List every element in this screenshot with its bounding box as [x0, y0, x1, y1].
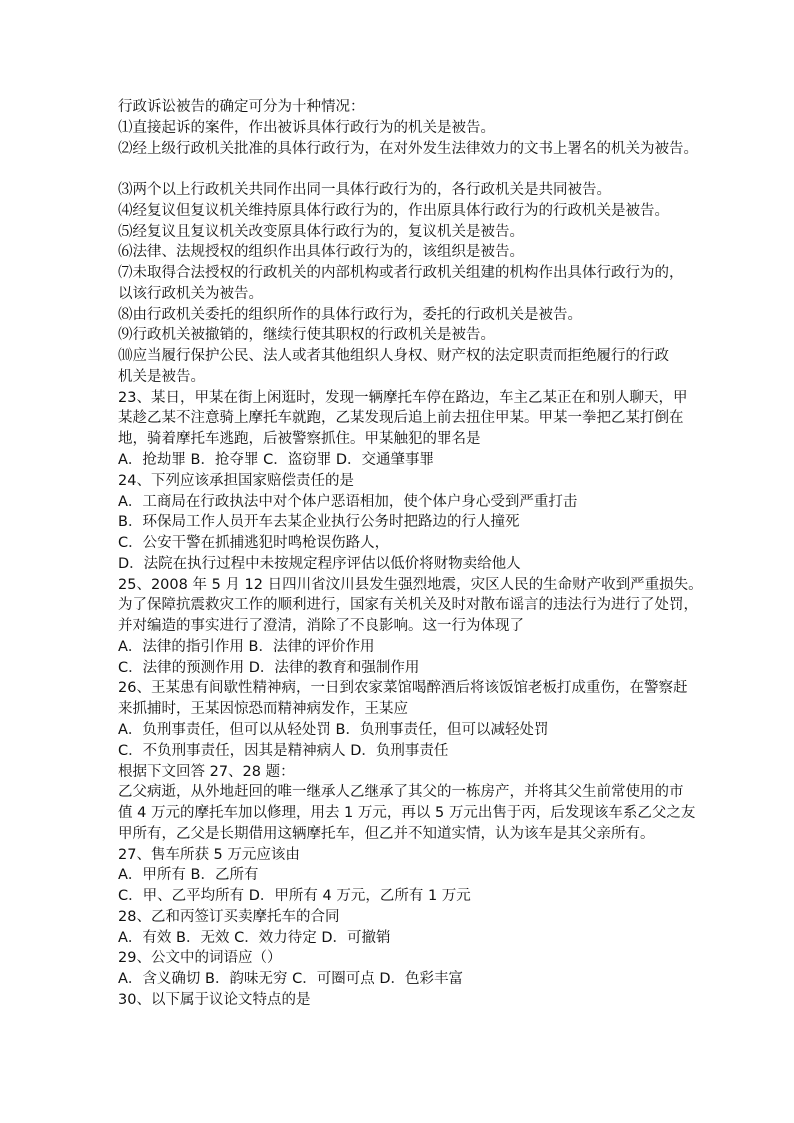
text-line: C．公安干警在抓捕逃犯时鸣枪误伤路人， — [118, 535, 390, 552]
text-line: ⑹法律、法规授权的组织作出具体行政行为的，该组织是被告。 — [118, 244, 524, 261]
text-line: 25、2008 年 5 月 12 日四川省汶川县发生强烈地震，灾区人民的生命财产收到严重损失。 — [118, 576, 703, 593]
text-line: 28、乙和丙签订买卖摩托车的合同 — [118, 908, 340, 925]
blank-line — [118, 159, 718, 180]
text-line: C．不负刑事责任，因其是精神病人 D．负刑事责任 — [118, 742, 449, 759]
text-line: D．法院在执行过程中未按规定程序评估以低价将财物卖给他人 — [118, 555, 521, 572]
text-line: 机关是被告。 — [118, 368, 205, 385]
text-line: 行政诉讼被告的确定可分为十种情况： — [118, 99, 365, 115]
text-line: 某趁乙某不注意骑上摩托车就跑，乙某发现后追上前去扭住甲某。甲某一拳把乙某打倒在 — [118, 410, 684, 427]
text-line: ⑺未取得合法授权的行政机关的内部机构或者行政机关组建的机构作出具体行政行为的， — [118, 265, 684, 282]
text-line: 值 4 万元的摩托车加以修理，用去 1 万元，再以 5 万元出售于丙，后发现该车系乙父之友 — [118, 805, 696, 822]
text-line: A．甲所有 B．乙所有 — [118, 867, 259, 884]
text-line: 来抓捕时，王某因惊恐而精神病发作，王某应 — [118, 701, 408, 718]
text-line: ⑴直接起诉的案件，作出被诉具体行政行为的机关是被告。 — [118, 119, 495, 136]
text-line: ⑶两个以上行政机关共同作出同一具体行政行为的，各行政机关是共同被告。 — [118, 182, 611, 199]
document-body — [118, 97, 718, 1011]
text-line: C．法律的预测作用 D．法律的教育和强制作用 — [118, 659, 420, 676]
text-line: 根据下文回答 27、28 题： — [118, 763, 295, 780]
text-line: B．环保局工作人员开车去某企业执行公务时把路边的行人撞死 — [118, 514, 520, 531]
text-line: ⑵经上级行政机关批准的具体行政行为，在对外发生法律效力的文书上署名的机关为被告。 — [118, 140, 698, 157]
text-line: 乙父病逝，从外地赶回的唯一继承人乙继承了其父的一栋房产，并将其父生前常使用的市 — [118, 784, 684, 801]
text-line: 23、某日，甲某在街上闲逛时，发现一辆摩托车停在路边，车主乙某正在和别人聊天，甲 — [118, 389, 688, 406]
text-line: C．甲、乙平均所有 D．甲所有 4 万元，乙所有 1 万元 — [118, 888, 471, 905]
text-line: 为了保障抗震救灾工作的顺利进行，国家有关机关及时对散布谣言的违法行为进行了处罚， — [118, 597, 698, 614]
text-line: 30、以下属于议论文特点的是 — [118, 991, 311, 1008]
text-line: ⑻由行政机关委托的组织所作的具体行政行为，委托的行政机关是被告。 — [118, 306, 582, 323]
text-line: ⑽应当履行保护公民、法人或者其他组织人身权、财产权的法定职责而拒绝履行的行政 — [118, 348, 669, 365]
text-line: A．工商局在行政执法中对个体户恶语相加，使个体户身心受到严重打击 — [118, 493, 578, 510]
text-line: 27、售车所获 5 万元应该由 — [118, 846, 300, 863]
text-line: A．有效 B．无效 C．效力待定 D．可撤销 — [118, 929, 391, 946]
text-line: A．抢劫罪 B．抢夺罪 C．盗窃罪 D．交通肇事罪 — [118, 452, 434, 469]
text-line: ⑸经复议且复议机关改变原具体行政行为的，复议机关是被告。 — [118, 223, 524, 240]
text-line: 以该行政机关为被告。 — [118, 285, 263, 302]
text-line: A．负刑事责任，但可以从轻处罚 B．负刑事责任，但可以减轻处罚 — [118, 721, 549, 738]
text-line: 地，骑着摩托车逃跑，后被警察抓住。甲某触犯的罪名是 — [118, 431, 481, 448]
text-line: 甲所有，乙父是长期借用这辆摩托车，但乙并不知道实情，认为该车是其父亲所有。 — [118, 825, 655, 842]
text-line: ⑼行政机关被撤销的，继续行使其职权的行政机关是被告。 — [118, 327, 495, 344]
text-line: 26、王某患有间歇性精神病，一日到农家菜馆喝醉酒后将该饭馆老板打成重伤，在警察赶 — [118, 680, 688, 697]
text-line: 24、下列应该承担国家赔偿责任的是 — [118, 472, 354, 489]
text-line: A．含义确切 B．韵味无穷 C．可圈可点 D．色彩丰富 — [118, 971, 463, 988]
text-line: 29、公文中的词语应（） — [118, 950, 282, 967]
text-line: A．法律的指引作用 B．法律的评价作用 — [118, 638, 375, 655]
text-line: ⑷经复议但复议机关维持原具体行政行为的，作出原具体行政行为的行政机关是被告。 — [118, 202, 669, 219]
text-line: 并对编造的事实进行了澄清，消除了不良影响。这一行为体现了 — [118, 618, 524, 635]
